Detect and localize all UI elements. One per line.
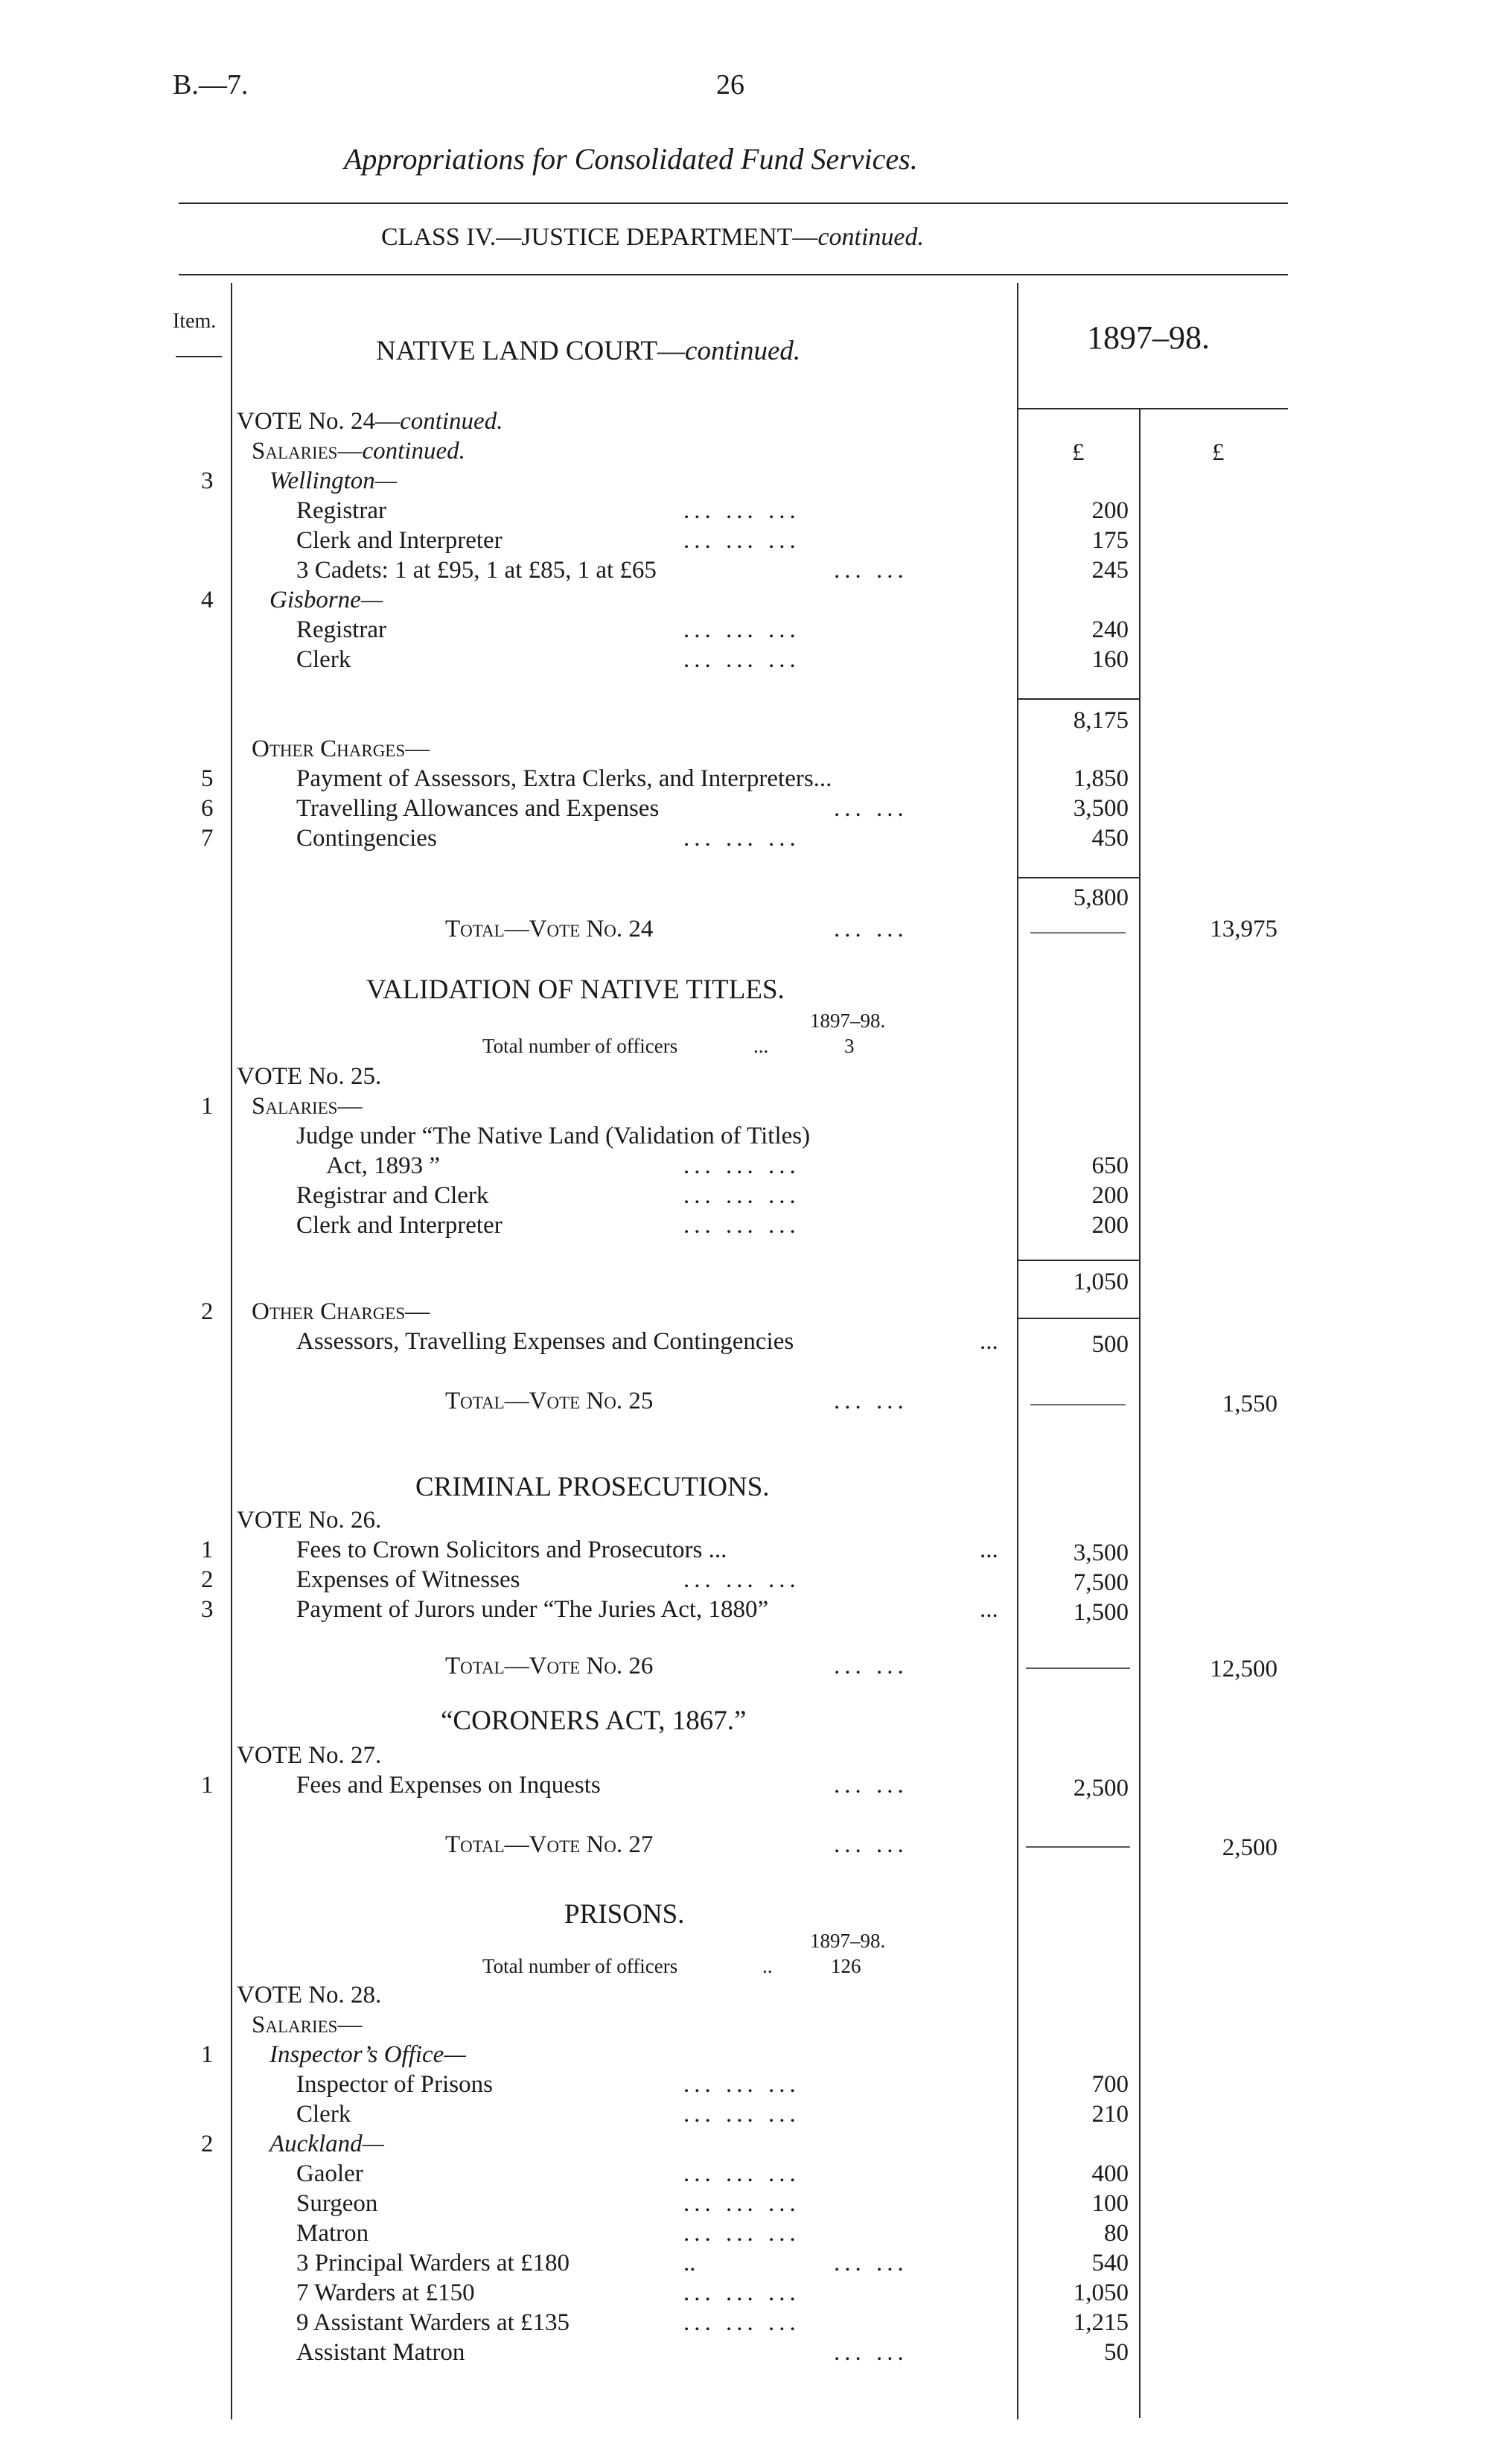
column-rule-amount1 — [1017, 283, 1018, 2419]
rule — [1030, 1404, 1126, 1406]
line-label: Fees and Expenses on Inquests — [296, 1772, 601, 1799]
salaries-label: Salaries— — [252, 438, 363, 465]
other-charges-heading: Other Charges— — [252, 1298, 430, 1325]
salaries-cont: continued. — [362, 438, 465, 465]
leader-dots: .. — [762, 1955, 773, 1977]
leader-dots: ... ... ... — [683, 2279, 800, 2306]
item-number: 3 — [201, 1596, 214, 1623]
leader-dots: ... ... — [834, 2250, 908, 2277]
section-heading: “CORONERS ACT, 1867.” — [441, 1706, 747, 1736]
line-label: Registrar and Clerk — [296, 1182, 489, 1209]
section-heading-cont: continued. — [685, 336, 801, 366]
item-number: 1 — [201, 2041, 214, 2068]
amount: 540 — [1091, 2250, 1129, 2277]
line-label: 9 Assistant Warders at £135 — [296, 2309, 570, 2336]
vote-heading: VOTE No. 25. — [237, 1063, 382, 1090]
leader-dots: ... ... ... — [683, 2101, 800, 2128]
salaries-heading — [252, 436, 465, 466]
leader-dots: ... ... — [834, 916, 908, 942]
vote-total: 13,975 — [1210, 916, 1277, 942]
amount: 200 — [1091, 1182, 1129, 1209]
subtotal: 1,050 — [1073, 1269, 1129, 1295]
rule — [1017, 1318, 1139, 1319]
item-number: 4 — [201, 587, 214, 613]
item-number: 1 — [201, 1537, 214, 1563]
vote-heading: VOTE No. 26. — [237, 1507, 382, 1534]
vote-total: 2,500 — [1222, 1834, 1277, 1861]
total-label: Total—Vote No. 27 — [445, 1831, 654, 1858]
leader-dots: ... ... — [834, 557, 908, 584]
line-label: Assessors, Travelling Expenses and Contingencies — [296, 1328, 794, 1355]
vote-total: 1,550 — [1222, 1391, 1277, 1417]
page-title: Appropriations for Consolidated Fund Services. — [344, 142, 918, 176]
leader-dots: ... — [980, 1596, 998, 1623]
amount: 450 — [1091, 825, 1129, 852]
subheading-auckland: Auckland— — [269, 2131, 384, 2157]
vote-cont: continued. — [400, 408, 503, 435]
vote-heading: VOTE No. 28. — [237, 1982, 382, 2009]
other-charges-heading: Other Charges— — [252, 736, 430, 762]
leader-dots: ... ... ... — [683, 527, 800, 554]
line-label: Matron — [296, 2220, 369, 2247]
item-number: 2 — [201, 1298, 214, 1325]
item-number: 2 — [201, 2131, 214, 2157]
line-label: Gaoler — [296, 2160, 363, 2187]
section-heading: CRIMINAL PROSECUTIONS. — [415, 1472, 770, 1502]
section-heading: PRISONS. — [564, 1899, 685, 1930]
amount: 175 — [1091, 527, 1129, 554]
subheading-inspector-office: Inspector’s Office— — [269, 2041, 466, 2068]
class-heading — [381, 223, 924, 252]
line-label: Payment of Jurors under “The Juries Act, 1880” — [296, 1596, 769, 1623]
line-label: Travelling Allowances and Expenses — [296, 795, 660, 822]
item-number: 3 — [201, 468, 214, 494]
leader-dots: ... ... ... — [683, 2071, 800, 2098]
pound-sign: £ — [1212, 439, 1225, 466]
amount: 200 — [1091, 1212, 1129, 1239]
page-number: 26 — [716, 69, 744, 100]
line-label: Surgeon — [296, 2190, 378, 2217]
amount: 650 — [1091, 1152, 1129, 1179]
rule — [176, 356, 222, 357]
amount: 245 — [1091, 557, 1129, 584]
leader-dots: ... ... ... — [683, 2309, 800, 2336]
total-label: Total—Vote No. 24 — [445, 916, 654, 942]
leader-dots: ... ... ... — [683, 2160, 800, 2187]
column-rule-item — [231, 283, 232, 2419]
rule — [1026, 1668, 1130, 1669]
amount: 400 — [1091, 2160, 1129, 2187]
leader-dots: ... ... — [834, 2339, 908, 2366]
rule — [1017, 408, 1288, 409]
document-ref: B.—7. — [173, 69, 249, 100]
leader-dots: .. — [683, 2250, 696, 2277]
leader-dots: ... ... ... — [683, 1566, 800, 1593]
amount: 1,215 — [1073, 2309, 1129, 2336]
rule — [179, 202, 1288, 204]
amount: 100 — [1091, 2190, 1129, 2217]
leader-dots: ... ... ... — [683, 2220, 800, 2247]
line-label: Fees to Crown Solicitors and Prosecutors ... — [296, 1537, 727, 1563]
leader-dots: ... — [980, 1537, 998, 1563]
officers-year: 1897–98. — [810, 1930, 886, 1952]
leader-dots: ... ... ... — [683, 497, 800, 524]
vote-heading: VOTE No. 27. — [237, 1742, 382, 1769]
year-column-header: 1897–98. — [1087, 319, 1210, 356]
rule — [1017, 877, 1139, 878]
subheading-gisborne: Gisborne— — [269, 587, 383, 613]
total-label: Total—Vote No. 26 — [445, 1653, 654, 1679]
line-label: 7 Warders at £150 — [296, 2279, 475, 2306]
leader-dots: ... ... ... — [683, 1212, 800, 1239]
item-number: 7 — [201, 825, 214, 852]
line-label: Clerk and Interpreter — [296, 527, 503, 554]
line-label: Judge under “The Native Land (Validation of Titles) — [296, 1123, 811, 1149]
leader-dots: ... ... — [834, 1653, 908, 1679]
line-label: 3 Cadets: 1 at £95, 1 at £85, 1 at £65 — [296, 557, 657, 584]
subheading-wellington: Wellington— — [269, 468, 398, 494]
rule — [1030, 932, 1126, 934]
line-label: Registrar — [296, 616, 386, 643]
leader-dots: ... ... ... — [683, 1152, 800, 1179]
total-label: Total—Vote No. 25 — [445, 1388, 654, 1414]
class-heading-text: CLASS IV.—JUSTICE DEPARTMENT— — [381, 223, 818, 251]
line-label: Assistant Matron — [296, 2339, 465, 2366]
item-number: 5 — [201, 765, 214, 792]
leader-dots: ... ... — [834, 1831, 908, 1858]
subtotal: 8,175 — [1073, 707, 1129, 734]
rule — [1026, 1846, 1130, 1848]
section-heading — [376, 335, 800, 367]
officers-count: 126 — [831, 1955, 861, 1977]
line-label: Expenses of Witnesses — [296, 1566, 520, 1593]
amount: 210 — [1091, 2101, 1129, 2128]
leader-dots: ... — [980, 1328, 998, 1355]
amount: 2,500 — [1073, 1775, 1129, 1802]
vote-heading — [237, 406, 503, 436]
amount: 1,500 — [1073, 1599, 1129, 1626]
amount: 700 — [1091, 2071, 1129, 2098]
line-label: Clerk — [296, 2101, 351, 2128]
rule — [1017, 698, 1139, 700]
item-number: 6 — [201, 795, 214, 822]
amount: 50 — [1104, 2339, 1129, 2366]
line-label: 3 Principal Warders at £180 — [296, 2250, 570, 2277]
officers-count: 3 — [844, 1035, 855, 1057]
leader-dots: ... ... — [834, 1772, 908, 1799]
leader-dots: ... ... ... — [683, 825, 800, 852]
leader-dots: ... ... ... — [683, 646, 800, 673]
amount: 3,500 — [1073, 795, 1129, 822]
line-label: Clerk and Interpreter — [296, 1212, 503, 1239]
salaries-heading: Salaries— — [252, 2011, 363, 2038]
officers-label: Total number of officers — [482, 1035, 678, 1057]
pound-sign: £ — [1072, 439, 1085, 466]
line-label: Payment of Assessors, Extra Clerks, and Interpreters... — [296, 765, 832, 792]
rule — [1017, 1260, 1139, 1261]
amount: 7,500 — [1073, 1569, 1129, 1596]
rule — [179, 274, 1288, 275]
amount: 240 — [1091, 616, 1129, 643]
item-number: 1 — [201, 1772, 214, 1799]
item-number: 2 — [201, 1566, 214, 1593]
section-heading: VALIDATION OF NATIVE TITLES. — [366, 974, 785, 1005]
line-label: Contingencies — [296, 825, 437, 852]
amount: 80 — [1104, 2220, 1129, 2247]
leader-dots: ... ... ... — [683, 1182, 800, 1209]
amount: 500 — [1091, 1331, 1129, 1358]
line-label: Act, 1893 ” — [326, 1152, 441, 1179]
leader-dots: ... ... ... — [683, 2190, 800, 2217]
line-label: Inspector of Prisons — [296, 2071, 493, 2098]
amount: 160 — [1091, 646, 1129, 673]
vote-total: 12,500 — [1210, 1656, 1277, 1682]
salaries-heading: Salaries— — [252, 1093, 363, 1120]
subtotal: 5,800 — [1073, 884, 1129, 911]
officers-year: 1897–98. — [810, 1009, 886, 1032]
amount: 3,500 — [1073, 1540, 1129, 1566]
vote-label: VOTE No. 24— — [237, 408, 401, 435]
leader-dots: ... — [753, 1035, 769, 1057]
amount: 1,050 — [1073, 2279, 1129, 2306]
section-heading-text: NATIVE LAND COURT— — [376, 336, 686, 366]
amount: 1,850 — [1073, 765, 1129, 792]
leader-dots: ... ... — [834, 795, 908, 822]
leader-dots: ... ... — [834, 1388, 908, 1414]
leader-dots: ... ... ... — [683, 616, 800, 643]
item-column-header: Item. — [173, 310, 217, 333]
amount: 200 — [1091, 497, 1129, 524]
column-rule-amount2 — [1139, 408, 1141, 2418]
line-label: Registrar — [296, 497, 386, 524]
item-number: 1 — [201, 1093, 214, 1120]
officers-label: Total number of officers — [482, 1955, 678, 1977]
line-label: Clerk — [296, 646, 351, 673]
class-heading-cont: continued. — [817, 223, 925, 251]
